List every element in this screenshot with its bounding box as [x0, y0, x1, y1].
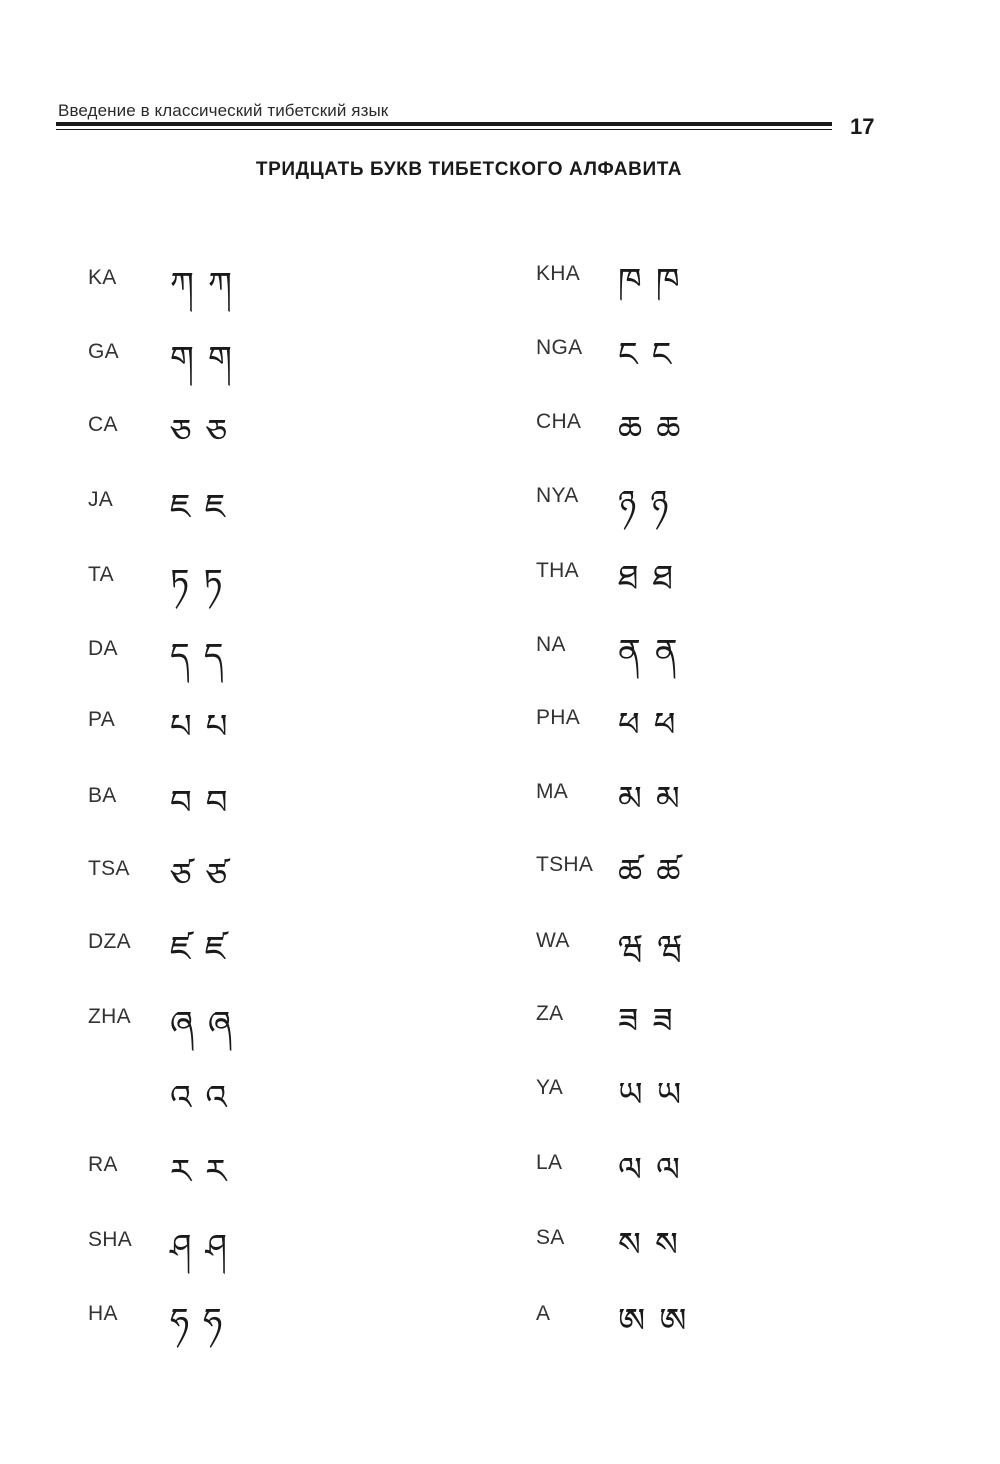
tibetan-letter-forms	[618, 1210, 692, 1280]
tibetan-letter-forms	[170, 621, 237, 691]
tibetan-glyph: འ	[170, 1078, 192, 1118]
letter-name: YA	[536, 1076, 564, 1099]
letter-entry	[88, 340, 508, 400]
letter-name: ZA	[536, 1002, 564, 1025]
header-rule-thin	[56, 129, 832, 130]
tibetan-glyph: ཙ	[170, 856, 192, 896]
letter-entry	[536, 780, 956, 840]
tibetan-glyph: ཆ	[618, 409, 643, 449]
tibetan-letter-forms	[170, 914, 240, 984]
tibetan-letter-forms	[170, 841, 241, 911]
letter-name: JA	[88, 488, 114, 511]
tibetan-glyph: ཛ	[204, 929, 226, 969]
tibetan-letter-forms	[618, 986, 687, 1056]
letter-name: TSHA	[536, 853, 594, 876]
letter-entry	[88, 266, 508, 326]
letter-name: DZA	[88, 930, 131, 953]
tibetan-glyph: ད	[203, 636, 224, 676]
letter-name: KHA	[536, 262, 581, 285]
letter-entry	[536, 559, 956, 619]
letter-name: NA	[536, 633, 566, 656]
tibetan-glyph: འ	[205, 1078, 227, 1118]
letter-entry	[88, 708, 508, 768]
tibetan-glyph: ལ	[656, 1150, 681, 1190]
letter-entry	[536, 1002, 956, 1062]
letter-name: RA	[88, 1153, 118, 1176]
tibetan-letter-forms	[170, 472, 240, 542]
tibetan-letter-forms	[170, 989, 246, 1059]
tibetan-letter-forms	[170, 397, 241, 467]
letter-name: BA	[88, 784, 117, 807]
letter-entry	[536, 1226, 956, 1286]
tibetan-letter-forms	[618, 468, 682, 538]
tibetan-glyph: ས	[654, 1225, 678, 1265]
tibetan-letter-forms	[618, 1286, 700, 1356]
letter-name: HA	[88, 1302, 118, 1325]
tibetan-glyph: ཀ	[207, 265, 232, 305]
tibetan-glyph: ཡ	[618, 1075, 643, 1115]
tibetan-letter-forms	[618, 913, 697, 983]
tibetan-letter-forms	[170, 324, 246, 394]
tibetan-glyph: ག	[170, 339, 194, 379]
tibetan-glyph: ཉ	[618, 483, 637, 523]
tibetan-glyph: ཇ	[204, 487, 226, 527]
letter-name: KA	[88, 266, 117, 289]
letter-entry	[88, 857, 508, 917]
letter-entry	[88, 563, 508, 623]
tibetan-glyph: ཨ	[659, 1301, 687, 1341]
tibetan-glyph: ཧ	[203, 1301, 223, 1341]
letter-name: ZHA	[88, 1005, 131, 1028]
tibetan-letter-forms	[170, 1286, 236, 1356]
tibetan-letter-forms	[170, 1137, 240, 1207]
tibetan-glyph: ཛ	[170, 929, 191, 969]
tibetan-glyph: ཀ	[170, 265, 194, 305]
tibetan-glyph: ཞ	[170, 1004, 194, 1044]
tibetan-glyph: ཏ	[203, 562, 223, 602]
letter-entry	[536, 262, 956, 322]
running-title: Введение в классический тибетский язык	[58, 101, 389, 120]
tibetan-letter-forms	[618, 246, 694, 316]
tibetan-glyph: ཚ	[618, 852, 643, 892]
letter-entry	[536, 706, 956, 766]
letter-entry	[536, 410, 956, 470]
tibetan-glyph: ད	[170, 636, 190, 676]
tibetan-glyph: ཕ	[653, 705, 676, 745]
letter-entry	[88, 1302, 508, 1362]
tibetan-glyph: ཟ	[652, 1001, 673, 1041]
tibetan-glyph: ལ	[618, 1150, 643, 1190]
header-rule	[56, 122, 832, 126]
letter-name: NYA	[536, 484, 579, 507]
letter-name: DA	[88, 637, 118, 660]
tibetan-glyph: ཝ	[657, 928, 683, 968]
letter-name: GA	[88, 340, 119, 363]
letter-entry	[88, 1005, 508, 1065]
letter-entry	[536, 1302, 956, 1362]
tibetan-letter-forms	[618, 617, 691, 687]
tibetan-glyph: ཨ	[618, 1301, 646, 1341]
tibetan-glyph: པ	[170, 707, 192, 747]
tibetan-glyph: མ	[618, 779, 642, 819]
tibetan-letter-forms	[618, 543, 687, 613]
tibetan-glyph: ར	[170, 1152, 192, 1192]
tibetan-glyph: ཁ	[618, 261, 642, 301]
letter-name: PHA	[536, 706, 581, 729]
tibetan-letter-forms	[618, 1135, 694, 1205]
tibetan-glyph: ཞ	[207, 1004, 232, 1044]
letter-name: THA	[536, 559, 579, 582]
letter-name: TSA	[88, 857, 130, 880]
tibetan-letter-forms	[170, 1063, 241, 1133]
letter-name: PA	[88, 708, 116, 731]
letter-entry	[536, 1151, 956, 1211]
letter-entry	[536, 484, 956, 544]
tibetan-glyph: ཤ	[205, 1227, 227, 1267]
letter-entry	[88, 637, 508, 697]
tibetan-glyph: ཝ	[618, 928, 644, 968]
page-number: 17	[850, 114, 875, 139]
tibetan-glyph: བ	[205, 783, 228, 823]
letter-entry	[88, 930, 508, 990]
letter-entry	[536, 336, 956, 396]
letter-entry	[88, 488, 508, 548]
tibetan-letter-forms	[170, 1212, 241, 1282]
letter-entry	[536, 1076, 956, 1136]
tibetan-glyph: ཇ	[170, 487, 191, 527]
tibetan-glyph: མ	[655, 779, 680, 819]
letter-name: A	[536, 1302, 551, 1325]
tibetan-letter-forms	[618, 837, 694, 907]
tibetan-glyph: པ	[205, 707, 228, 747]
tibetan-glyph: ཐ	[618, 558, 639, 598]
tibetan-glyph: ང	[618, 335, 638, 375]
tibetan-glyph: ཡ	[656, 1075, 682, 1115]
tibetan-glyph: ཧ	[170, 1301, 190, 1341]
tibetan-letter-forms	[170, 547, 237, 617]
tibetan-glyph: བ	[170, 783, 192, 823]
letter-name: SHA	[88, 1228, 133, 1251]
letter-name: TA	[88, 563, 114, 586]
letter-entry	[536, 853, 956, 913]
tibetan-glyph: ཙ	[205, 856, 228, 896]
letter-entry	[536, 929, 956, 989]
tibetan-glyph: ཆ	[656, 409, 681, 449]
tibetan-glyph: ར	[205, 1152, 227, 1192]
tibetan-letter-forms	[618, 1060, 695, 1130]
tibetan-glyph: ཚ	[656, 852, 681, 892]
letter-entry	[88, 1228, 508, 1288]
tibetan-glyph: ཐ	[652, 558, 674, 598]
tibetan-glyph: ཟ	[618, 1001, 639, 1041]
letter-name: SA	[536, 1226, 565, 1249]
letter-name: NGA	[536, 336, 583, 359]
letter-name: LA	[536, 1151, 563, 1174]
tibetan-glyph: ཅ	[205, 412, 228, 452]
tibetan-letter-forms	[618, 690, 690, 760]
tibetan-glyph: ག	[207, 339, 232, 379]
page-title: ТРИДЦАТЬ БУКВ ТИБЕТСКОГО АЛФАВИТА	[255, 159, 683, 180]
letter-entry	[536, 633, 956, 693]
letter-name: WA	[536, 929, 570, 952]
letter-name: CHA	[536, 410, 582, 433]
tibetan-letter-forms	[618, 764, 694, 834]
tibetan-letter-forms	[170, 768, 242, 838]
tibetan-glyph: ཅ	[170, 412, 192, 452]
tibetan-glyph: ཤ	[170, 1227, 192, 1267]
tibetan-glyph: ང	[651, 335, 672, 375]
tibetan-letter-forms	[170, 250, 246, 320]
tibetan-letter-forms	[170, 692, 242, 762]
tibetan-glyph: ཁ	[655, 261, 680, 301]
letter-entry	[88, 1079, 508, 1139]
tibetan-glyph: ཏ	[170, 562, 190, 602]
tibetan-glyph: ས	[618, 1225, 641, 1265]
tibetan-glyph: ཉ	[650, 483, 669, 523]
tibetan-letter-forms	[618, 394, 694, 464]
tibetan-glyph: ན	[618, 632, 641, 672]
letter-entry	[88, 784, 508, 844]
tibetan-glyph: ན	[654, 632, 678, 672]
letter-name: MA	[536, 780, 569, 803]
tibetan-glyph: ཕ	[618, 705, 640, 745]
letter-name: CA	[88, 413, 118, 436]
letter-entry	[88, 1153, 508, 1213]
letter-entry	[88, 413, 508, 473]
tibetan-letter-forms	[618, 320, 685, 390]
